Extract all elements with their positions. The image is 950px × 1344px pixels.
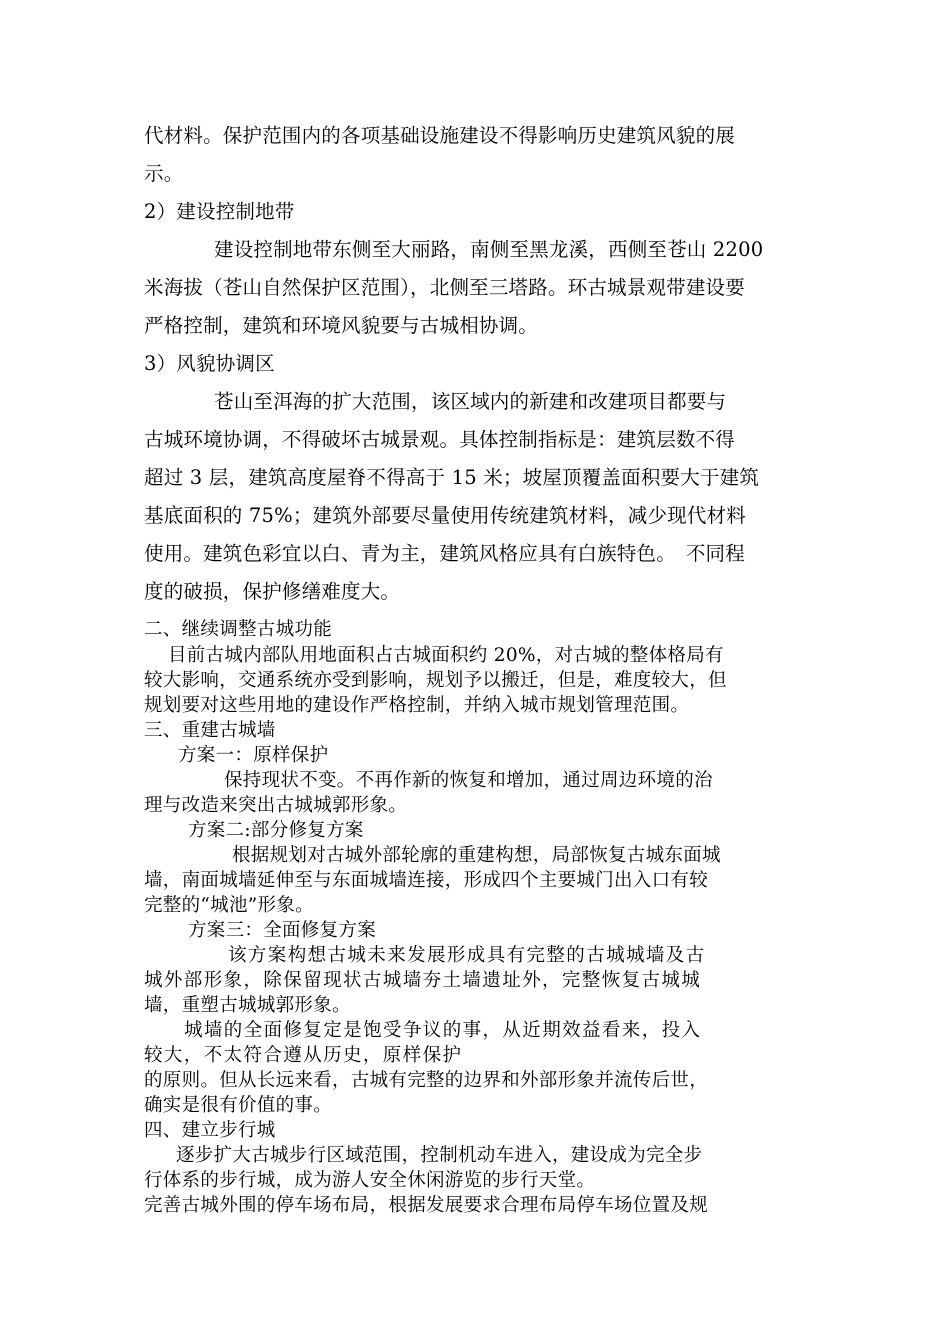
section-heading: 二、继续调整古城功能	[144, 619, 333, 640]
paragraph-line: 代材料。保护范围内的各项基础设施建设不得影响历史建筑风貌的展	[144, 124, 736, 147]
paragraph-line: 基底面积的 75%；建筑外部要尽量使用传统建筑材料，减少现代材料	[144, 504, 746, 527]
paragraph-line: 严格控制，建筑和环境风貌要与古城相协调。	[144, 314, 539, 337]
paragraph-line: 较大，不太符合遵从历史，原样保护	[144, 1045, 463, 1066]
section-heading: 四、建立步行城	[144, 1120, 276, 1141]
subheading: 方案二:部分修复方案	[188, 820, 364, 841]
paragraph-line: 城外部形象，除保留现状古城墙夯土墙遗址外，完整恢复古城城	[144, 970, 702, 991]
paragraph-line: 保持现状不变。不再作新的恢复和增加，通过周边环境的治	[224, 770, 713, 791]
paragraph-line: 完整的“城池”形象。	[144, 895, 314, 916]
paragraph-line: 度的破损，保护修缮难度大。	[144, 580, 401, 603]
paragraph-line: 该方案构想古城未来发展形成具有完整的古城城墙及古	[228, 945, 706, 966]
section-heading: 三、重建古城墙	[144, 720, 276, 741]
subheading: 方案三：全面修复方案	[188, 920, 377, 941]
paragraph-line: 古城环境协调，不得破坏古城景观。具体控制指标是：建筑层数不得	[144, 428, 736, 451]
paragraph-line: 根据规划对古城外部轮廓的重建构想，局部恢复古城东面城	[232, 845, 721, 866]
subheading: 2）建设控制地带	[144, 200, 295, 223]
paragraph-line: 米海拔（苍山自然保护区范围），北侧至三塔路。环古城景观带建设要	[144, 276, 745, 299]
paragraph-line: 城墙的全面修复定是饱受争议的事，从近期效益看来，投入	[184, 1020, 702, 1041]
paragraph-line: 确实是很有价值的事。	[144, 1095, 333, 1116]
paragraph-line: 行体系的步行城，成为游人安全休闲游览的步行天堂。	[144, 1170, 596, 1191]
paragraph-line: 逐步扩大古城步行区域范围，控制机动车进入，建设成为完全步	[176, 1145, 703, 1166]
paragraph-line: 理与改造来突出古城城郭形象。	[144, 795, 408, 816]
paragraph-line: 超过 3 层，建筑高度屋脊不得高于 15 米；坡屋顶覆盖面积要大于建筑	[144, 466, 760, 489]
paragraph-line: 目前古城内部队用地面积占古城面积约 20%，对古城的整体格局有	[168, 645, 724, 666]
paragraph-line: 苍山至洱海的扩大范围，该区域内的新建和改建项目都要与	[214, 390, 727, 413]
paragraph-line: 较大影响，交通系统亦受到影响，规划予以搬迁，但是，难度较大，但	[144, 670, 727, 691]
paragraph-line: 示。	[144, 162, 184, 185]
paragraph-line: 墙，南面城墙延伸至与东面城墙连接，形成四个主要城门出入口有较	[144, 870, 709, 891]
subheading: 方案一：原样保护	[178, 745, 329, 766]
paragraph-line: 完善古城外围的停车场布局，根据发展要求合理布局停车场位置及规	[144, 1195, 709, 1216]
paragraph-line: 墙，重塑古城城郭形象。	[144, 995, 351, 1016]
paragraph-line: 使用。建筑色彩宜以白、青为主，建筑风格应具有白族特色。 不同程	[144, 542, 745, 565]
paragraph-line: 规划要对这些用地的建设作严格控制，并纳入城市规划管理范围。	[144, 695, 690, 716]
paragraph-line: 建设控制地带东侧至大丽路，南侧至黑龙溪，西侧至苍山 2200	[214, 238, 764, 261]
subheading: 3）风貌协调区	[144, 352, 275, 375]
paragraph-line: 的原则。但从长远来看，古城有完整的边界和外部形象并流传后世，	[144, 1070, 709, 1091]
